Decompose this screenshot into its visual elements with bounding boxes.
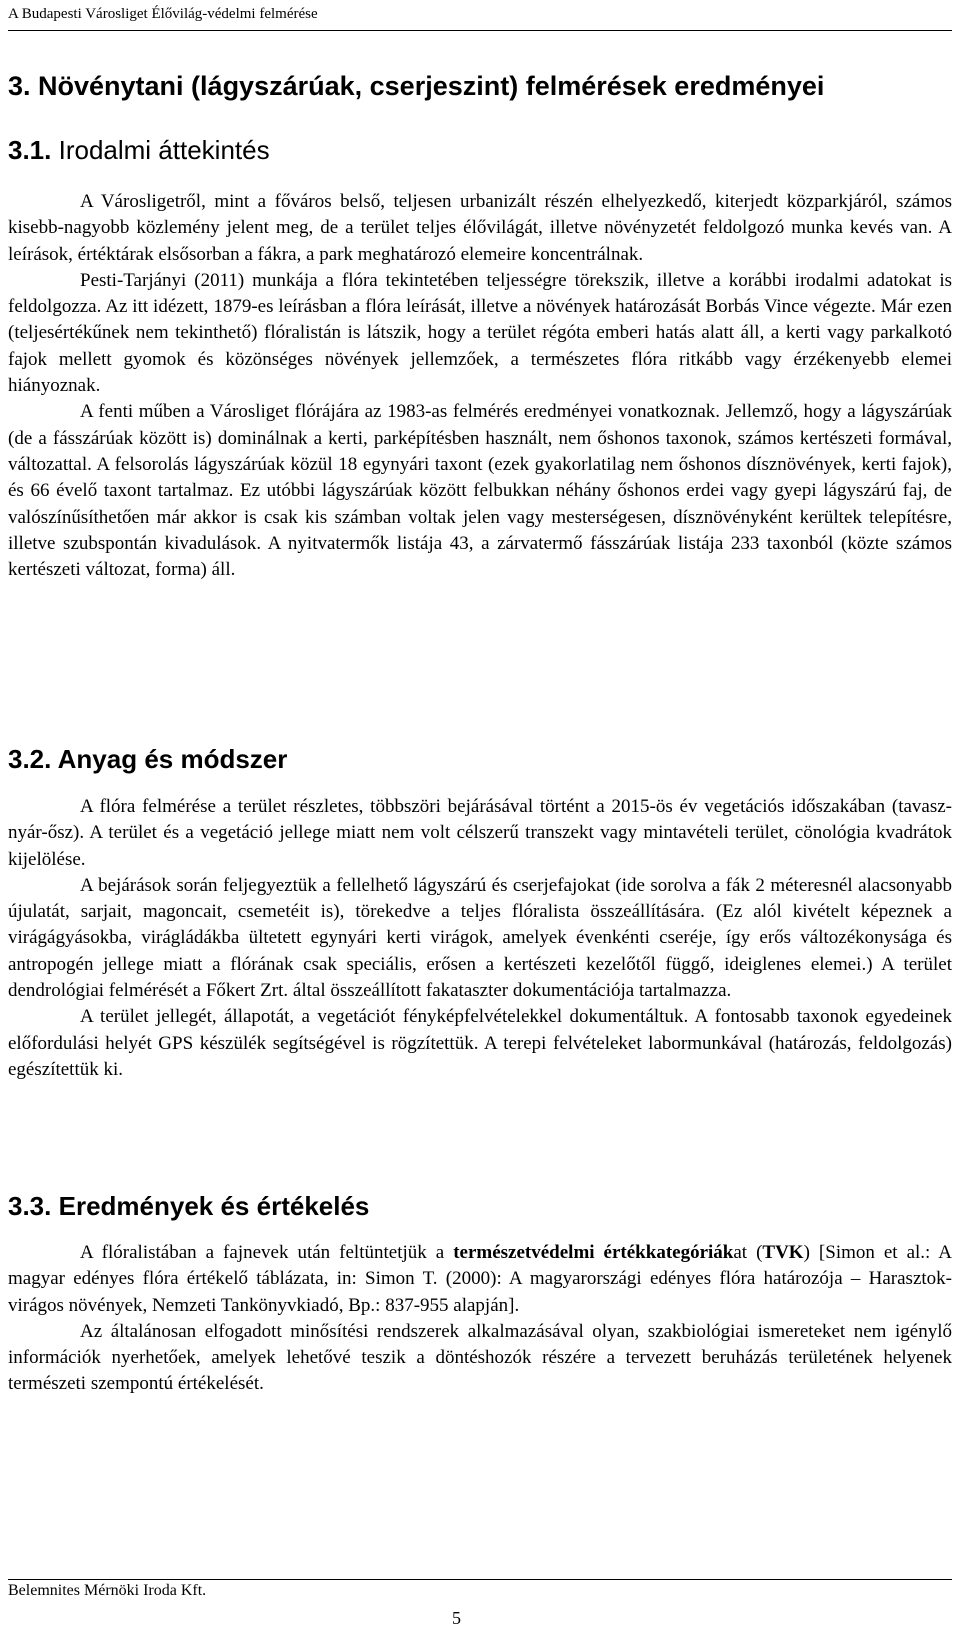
section-title: Anyag és módszer	[57, 744, 288, 774]
section-3-3-body	[8, 1240, 952, 1398]
section-title: Irodalmi áttekintés	[58, 135, 270, 165]
paragraph: Az általánosan elfogadott minősítési rendszerek alkalmazásával olyan, szakbiológiai ismereteket nem igénylő információk nyerhetőek, amelyek lehetővé teszik a döntéshozók részére a tervezett beruházás területének helyenek természeti szempontú értékelését.	[8, 1320, 952, 1395]
paragraph: Pesti-Tarjányi (2011) munkája a flóra tekintetében teljességre törekszik, illetve a korábbi irodalmi adatokat is feldolgozza. Az itt idézett, 1879-es leírásban a flóra leírását, illetve a növények határozását Borbás Vince végezte. Már ezen (teljesértékűnek nem tekinthető) flóralistán is látszik, hogy a terület régóta emberi hatás alatt áll, a kerti vagy parkalkotó fajok mellett gyomok és közönséges növények jellemzőek, a természetes flóra ritkább vagy érzékenyebb elemei hiányoznak.	[8, 269, 952, 397]
paragraph: A terület jellegét, állapotát, a vegetációt fényképfelvételekkel dokumentáltuk. A fontosabb taxonok egyedeinek előfordulási helyét GPS készülék segítségével is rögzítettük. A terepi felvételeket labormunkával (határozás, feldolgozás) egészítettük ki.	[8, 1006, 952, 1080]
text-run: at (	[733, 1242, 763, 1263]
footer-company: Belemnites Mérnöki Iroda Kft.	[8, 1582, 207, 1599]
header-divider	[8, 30, 952, 31]
section-3-2-body	[8, 794, 952, 1083]
section-title: Eredmények és értékelés	[58, 1191, 370, 1221]
section-3-3-heading	[8, 1189, 369, 1223]
section-number: 3.3.	[8, 1191, 52, 1221]
bold-abbreviation: TVK	[762, 1242, 804, 1263]
page-number: 5	[452, 1608, 461, 1628]
section-number: 3.2.	[8, 744, 52, 774]
bold-term: természetvédelmi értékkategóriák	[453, 1242, 734, 1263]
paragraph: A fenti műben a Városliget flórájára az 1983-as felmérés eredményei vonatkoznak. Jellemző, hogy a lágyszárúak (de a fásszárúak között is) dominálnak a kerti, parképítésben használt, nem őshonos taxonok, számos kertészeti formával, változattal. A felsorolás lágyszárúak közül 18 egynyári taxont (ezek gyakorlatilag nem őshonos dísznövények, kerti fajok), és 66 évelő taxont tartalmaz. Ez utóbbi lágyszárúak között felbukkan néhány őshonos erdei vagy gyepi lágyszárú faj, de valószínűsíthetően már akkor is csak kis számban voltak jelen vagy mesterségesen, dísznövényként kerültek telepítésre, illetve szubspontán kivadulások. A nyitvatermők listája 43, a zárvatermő fásszárúak listája 233 taxonból (közte számos kertészeti változat, forma) áll.	[8, 401, 952, 581]
text-run: A flóralistában a fajnevek után feltüntetjük a	[80, 1242, 454, 1263]
footer-divider	[8, 1579, 952, 1580]
paragraph	[8, 1240, 952, 1319]
section-3-1-body	[8, 189, 952, 583]
paragraph: A flóra felmérése a terület részletes, többszöri bejárásával történt a 2015-ös év vegetációs időszakában (tavasz-nyár-ősz). A terület és a vegetáció jellege miatt nem volt célszerű transzekt vagy mintavételi terület, cönológia kvadrátok kijelölése.	[8, 796, 952, 870]
paragraph: A Városligetről, mint a főváros belső, teljesen urbanizált részén elhelyezkedő, kiterjedt közparkjáról, számos kisebb-nagyobb közlemény jelent meg, de a terület teljes élővilágát, illetve növényzetét feldolgozó munka kevés van. A leírások, értéktárak elsősorban a fákra, a park meghatározó elemeire koncentrálnak.	[8, 191, 952, 265]
text-run: ) [Simon et al.: A magyar edényes flóra értékelő táblázata, in: Simon T. (2000): A magyarországi edényes flóra határozója – Harasztok-virágos növények, Nemzeti Tankönyvkiadó, Bp.: 837-955 alapján].	[8, 1242, 952, 1316]
chapter-title: 3. Növénytani (lágyszárúak, cserjeszint) felmérések eredményei	[8, 71, 825, 101]
section-3-1-heading	[8, 133, 270, 167]
section-number: 3.1.	[8, 135, 52, 165]
section-3-2-heading	[8, 742, 287, 776]
running-header: A Budapesti Városliget Élővilág-védelmi felmérése	[8, 6, 318, 22]
paragraph: A bejárások során feljegyeztük a fellelhető lágyszárú és cserjefajokat (ide sorolva a fák 2 méteresnél alacsonyabb újulatát, sarjait, magoncait, csemetéit is), törekedve a teljes flóralista összeállítására. (Ez alól kivételt képeznek a virágágyásokba, virágládákba ültetett egynyári kerti virágok, amelyek évenkénti cseréje, így erős változékonysága és antropogén jellege miatt a flórának csak speciális, erősen a kertészeti kezelőtől függő, ideiglenes elemei.) A terület dendrológiai felmérését a Főkert Zrt. által összeállított fakataszter dokumentációja tartalmazza.	[8, 874, 952, 1002]
